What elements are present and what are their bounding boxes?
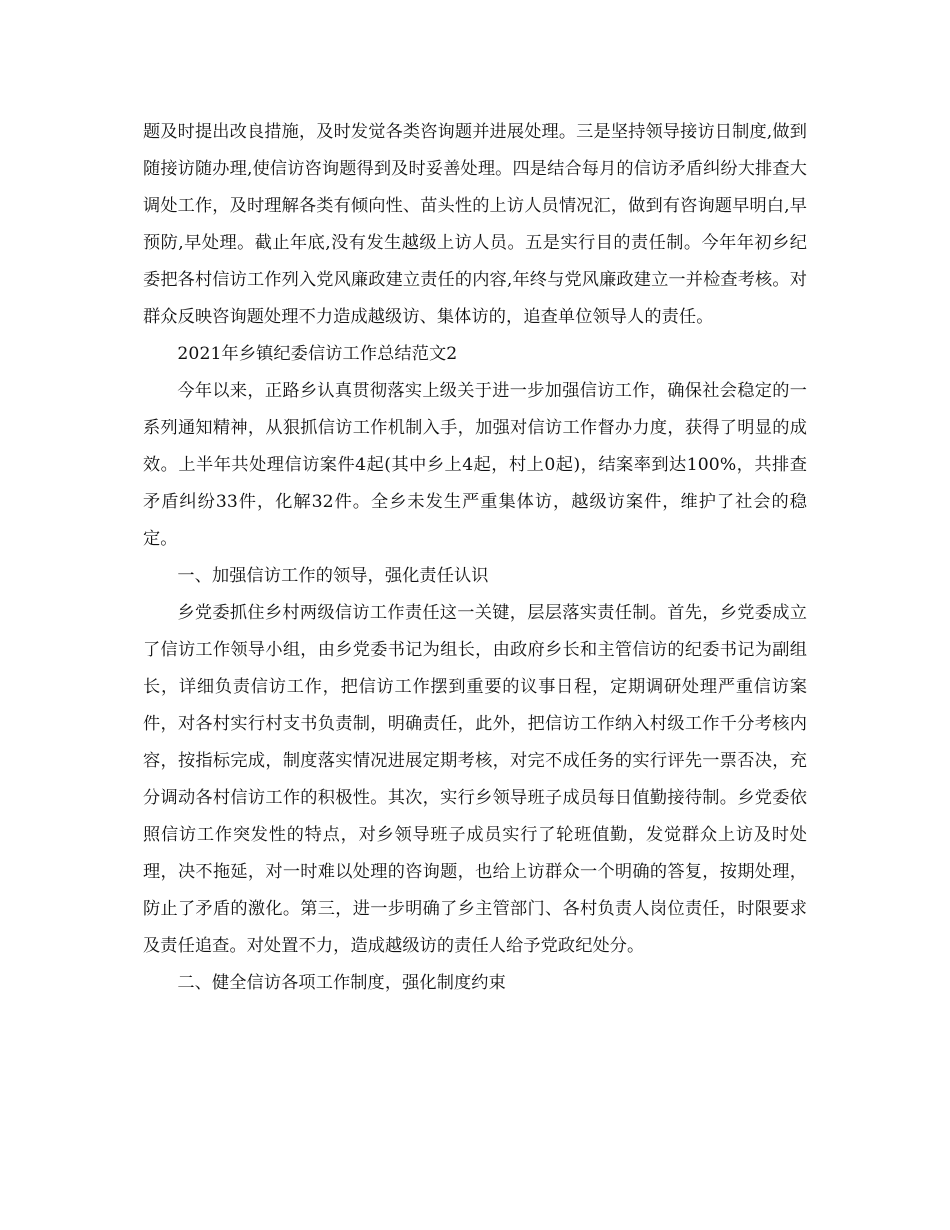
heading-two: 二、健全信访各项工作制度，强化制度约束 (177, 973, 506, 993)
paragraph-leadership: 乡党委抓住乡村两级信访工作责任这一关键，层层落实责任制。首先，乡党委成立了信访工作领导小组，由乡党委书记为组长，由政府乡长和主管信访的纪委书记为副组长，详细负责信访工作，把信访工作摆到重要的议事日程，定期调研处理严重信访案件，对各村实行村支书负责制，明确责任，此外，把信访工作纳入村级工作千分考核内容，按指标完成，制度落实情况进展定期考核，对完不成任务的实行评先一票否决，充分调动各村信访工作的积极性。其次，实行乡领导班子成员每日值勤接待制。乡党委依照信访工作突发性的特点，对乡领导班子成员实行了轮班值勤，发觉群众上访及时处理，决不拖延，对一时难以处理的咨询题，也给上访群众一个明确的答复，按期处理，防止了矛盾的激化。第三，进一步明确了乡主管部门、各村负责人岗位责任，时限要求及责任追查。对处置不力，造成越级访的责任人给予党政纪处分。 (143, 603, 807, 956)
section-title: 2021年乡镇纪委信访工作总结范文2 (177, 344, 458, 364)
document-body (143, 114, 807, 1002)
heading-one: 一、加强信访工作的领导，强化责任认识 (177, 566, 489, 586)
paragraph-intro: 今年以来，正路乡认真贯彻落实上级关于进一步加强信访工作，确保社会稳定的一系列通知精神，从狠抓信访工作机制入手，加强对信访工作督办力度，获得了明显的成效。上半年共处理信访案件4起(其中乡上4起，村上0起)，结案率到达100%，共排查矛盾纠纷33件，化解32件。全乡未发生严重集体访，越级访案件，维护了社会的稳定。 (143, 381, 807, 549)
paragraph-continuation: 题及时提出改良措施，及时发觉各类咨询题并进展处理。三是坚持领导接访日制度,做到随接访随办理,使信访咨询题得到及时妥善处理。四是结合每月的信访矛盾纠纷大排查大调处工作，及时理解各类有倾向性、苗头性的上访人员情况汇，做到有咨询题早明白,早预防,早处理。截止年底,没有发生越级上访人员。五是实行目的责任制。今年年初乡纪委把各村信访工作列入党风廉政建立责任的内容,年终与党风廉政建立一并检查考核。对群众反映咨询题处理不力造成越级访、集体访的，追查单位领导人的责任。 (143, 122, 807, 327)
